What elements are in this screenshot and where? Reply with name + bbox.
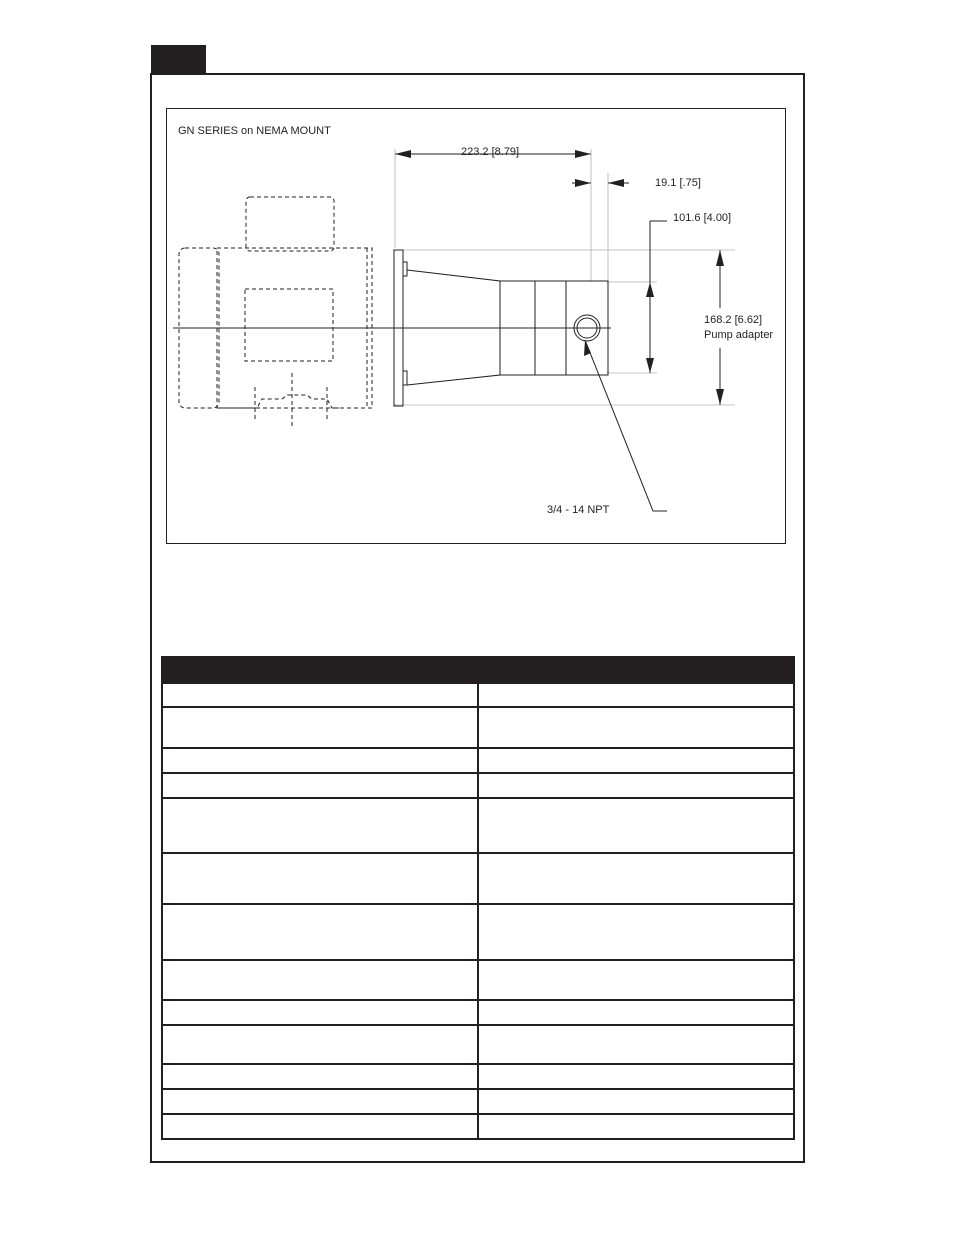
table-cell-value <box>478 960 794 1000</box>
table-cell-label <box>162 1089 478 1114</box>
table-header-row <box>162 657 794 683</box>
table-row <box>162 904 794 960</box>
table-cell-value <box>478 683 794 707</box>
table-cell-value <box>478 748 794 773</box>
table-cell-label <box>162 1000 478 1025</box>
table-cell-label <box>162 904 478 960</box>
table-row <box>162 1000 794 1025</box>
table-cell-value <box>478 1025 794 1064</box>
drawing-title: GN SERIES on NEMA MOUNT <box>178 125 331 137</box>
table-cell-label <box>162 1064 478 1089</box>
table-cell-value <box>478 904 794 960</box>
dim-adapter-label: 168.2 [6.62] <box>704 314 763 326</box>
table-row <box>162 683 794 707</box>
table-cell-value <box>478 707 794 748</box>
dim-length-label: 223.2 [8.79] <box>461 146 520 158</box>
dim-height-label: 101.6 [4.00] <box>673 212 732 224</box>
port-label: 3/4 - 14 NPT <box>547 504 610 516</box>
dimension-drawing <box>166 108 786 544</box>
table-cell-label <box>162 960 478 1000</box>
table-row <box>162 1025 794 1064</box>
dim-offset-label: 19.1 [.75] <box>655 177 701 189</box>
table-cell-value <box>478 853 794 904</box>
table-row <box>162 798 794 853</box>
dim-lines <box>395 154 720 511</box>
table-row <box>162 748 794 773</box>
table-cell-label <box>162 798 478 853</box>
table-row <box>162 960 794 1000</box>
table-header-cell <box>162 657 478 683</box>
pump-adapter-label: Pump adapter <box>704 329 774 341</box>
section-tab <box>151 45 206 74</box>
table-cell-value <box>478 798 794 853</box>
table-row <box>162 1064 794 1089</box>
table-cell-label <box>162 853 478 904</box>
table-cell-label <box>162 683 478 707</box>
table-cell-value <box>478 1089 794 1114</box>
table-cell-value <box>478 1000 794 1025</box>
table-header-cell <box>478 657 794 683</box>
pump-drawing-svg <box>167 109 785 543</box>
table-cell-label <box>162 748 478 773</box>
table-row <box>162 707 794 748</box>
table-row <box>162 1114 794 1139</box>
spec-table <box>161 656 795 1140</box>
table-cell-label <box>162 773 478 798</box>
table-cell-label <box>162 707 478 748</box>
table-cell-value <box>478 1114 794 1139</box>
table-cell-value <box>478 773 794 798</box>
table-row <box>162 1089 794 1114</box>
table-cell-value <box>478 1064 794 1089</box>
table-cell-label <box>162 1114 478 1139</box>
table-row <box>162 773 794 798</box>
motor-outline <box>179 197 372 429</box>
table-cell-label <box>162 1025 478 1064</box>
table-row <box>162 853 794 904</box>
